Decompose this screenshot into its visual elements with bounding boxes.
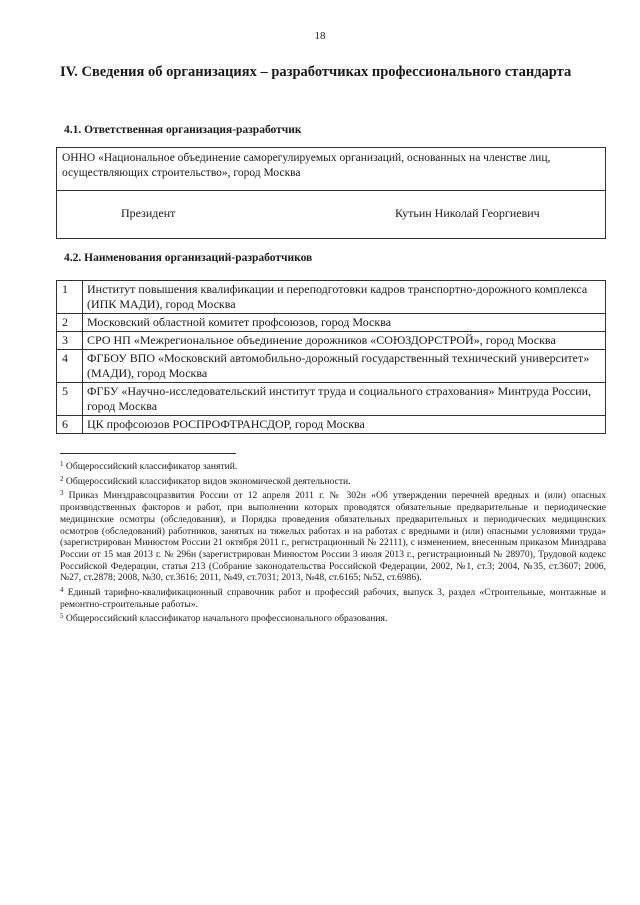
org-name-cell: Московский областной комитет профсоюзов, город Москва	[83, 314, 606, 332]
footnote	[60, 611, 606, 625]
org-name-cell: СРО НП «Межрегиональное объединение дорожников «СОЮЗДОРСТРОЙ», город Москва	[83, 332, 606, 350]
row-number: 1	[57, 281, 83, 314]
responsible-org-heading: 4.1. Ответственная организация-разработчик	[64, 124, 302, 136]
section-title: IV. Сведения об организациях – разработчиках профессионального стандарта	[60, 64, 572, 80]
footnote-mark: 3	[60, 489, 64, 498]
footnote-text: Общероссийский классификатор занятий.	[65, 461, 238, 472]
page-number: 18	[314, 30, 326, 42]
responsible-org-name: ОННО «Национальное объединение саморегулируемых организаций, основанных на членстве лиц, осуществляющих строительство», город Москва	[62, 152, 551, 179]
table-row	[57, 416, 606, 434]
table-row	[57, 332, 606, 350]
footnote	[60, 488, 606, 584]
responsible-org-box	[56, 147, 606, 239]
footnote-rule	[60, 453, 236, 454]
org-name-cell: ФГБУ «Научно-исследовательский институт труда и социального страхования» Минтруда России, город Москва	[83, 383, 606, 416]
footnotes	[60, 459, 606, 626]
table-row	[57, 383, 606, 416]
footnote	[60, 474, 606, 488]
row-number: 2	[57, 314, 83, 332]
row-number: 5	[57, 383, 83, 416]
footnote-mark: 5	[60, 612, 64, 621]
row-number: 4	[57, 350, 83, 383]
table-row	[57, 314, 606, 332]
responsible-role: Президент	[121, 206, 176, 220]
footnote-text: Общероссийский классификатор видов экономической деятельности.	[65, 475, 351, 487]
developers-table	[56, 280, 606, 434]
footnote-text: Приказ Минздравсоцразвития России от 12 апреля 2011 г. № 302н «Об утверждении перечней вредных и (или) опасных производственных факторов и работ, при выполнении которых проводятся обязательные предварительные и периодические медицинские осмотры (обследования), и Порядка проведения обязательных предварительных и периодических медицинских осмотров (обследований) работников, занятых на тяжелых работах и на работах с вредными и (или) опасными условиями труда» (зарегистрирован Минюстом России 21 октября 2011 г., регистрационный № 22111), с изменением, внесенным приказом Минздрава России от 15 мая 2013 г. № 296н (зарегистрирован Минюстом России 3 июля 2013 г., регистрационный № 28970), Трудовой кодекс Российской Федерации, статья 213 (Собрание законодательства Российской Федерации, 2002, №1, ст.3; 2004, №35, ст.3607; 2006, №27, ст.2878; 2008, №30, ст.3616; 2011, №49, ст.7031; 2013, №48, ст.6165; №52, ст.6986).	[60, 490, 606, 584]
developers-heading: 4.2. Наименования организаций-разработчиков	[64, 252, 313, 264]
org-name-cell: ЦК профсоюзов РОСПРОФТРАНСДОР, город Москва	[83, 416, 606, 434]
table-row	[57, 281, 606, 314]
footnote	[60, 459, 606, 473]
footnote-mark: 4	[60, 586, 64, 595]
responsible-person: Кутьин Николай Георгиевич	[395, 206, 540, 220]
footnote-text: Общероссийский классификатор начального профессионального образования.	[65, 613, 388, 625]
footnote-text: Единый тарифно-квалификационный справочник работ и профессий рабочих, выпуск 3, раздел «Строительные, монтажные и ремонтно-строительные работы».	[60, 587, 606, 610]
footnote	[60, 585, 606, 610]
row-number: 3	[57, 332, 83, 350]
org-name-cell: Институт повышения квалификации и переподготовки кадров транспортно-дорожного комплекса (ИПК МАДИ), город Москва	[83, 281, 606, 314]
divider	[57, 190, 605, 191]
org-name-cell: ФГБОУ ВПО «Московский автомобильно-дорожный государственный технический университет» (МАДИ), город Москва	[83, 350, 606, 383]
footnote-mark: 2	[60, 474, 64, 483]
footnote-mark: 1	[60, 460, 64, 468]
table-row	[57, 350, 606, 383]
row-number: 6	[57, 416, 83, 434]
